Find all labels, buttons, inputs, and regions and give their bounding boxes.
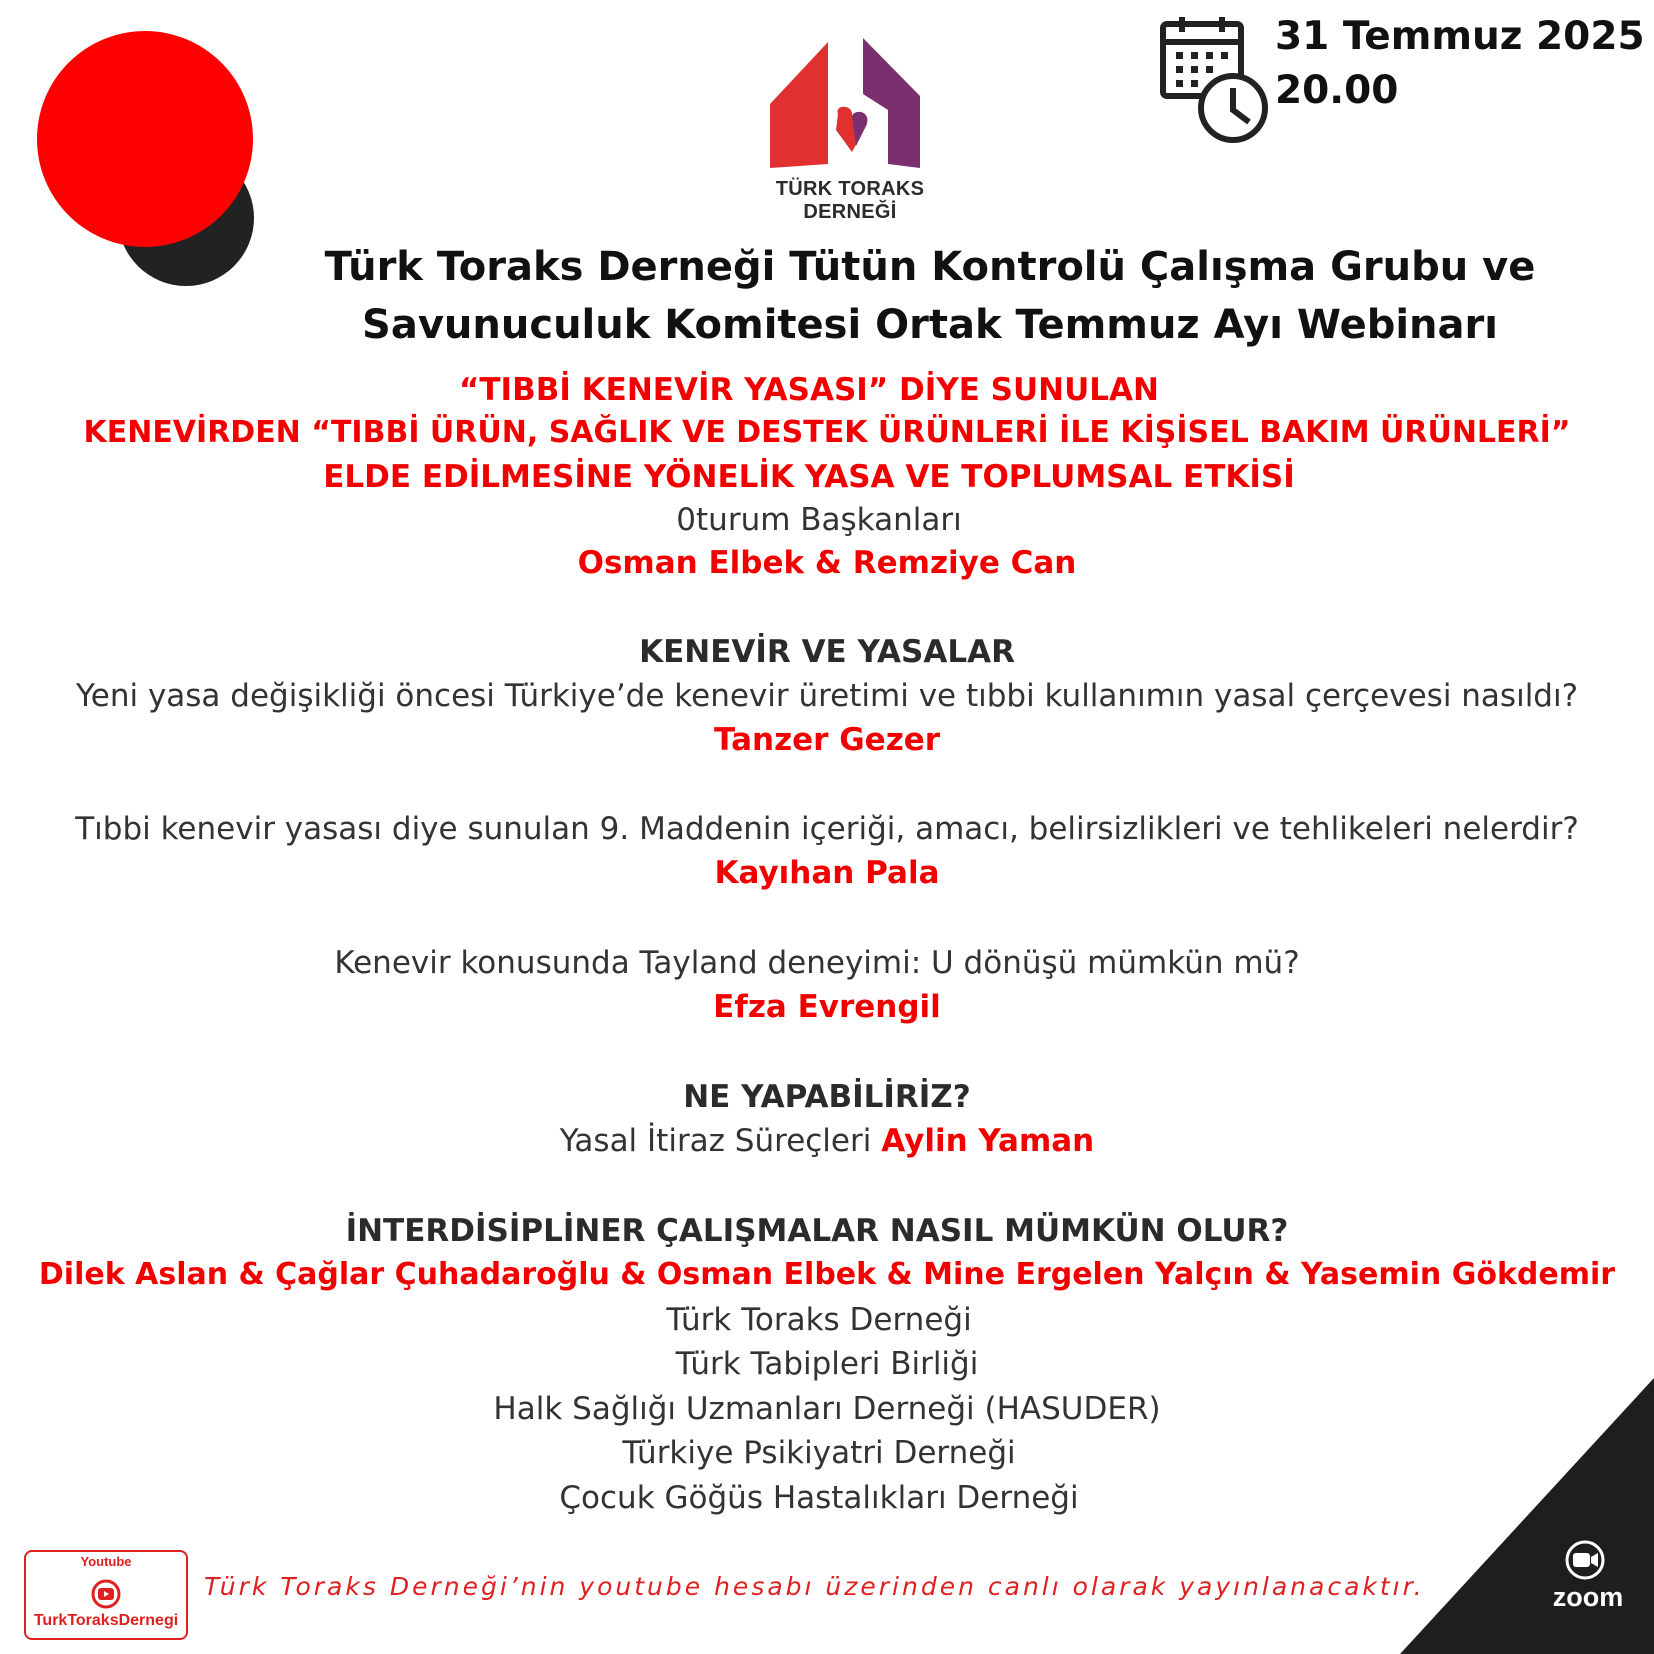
youtube-channel: TurkToraksDernegi xyxy=(33,1612,179,1629)
chairs-names: Osman Elbek & Remziye Can xyxy=(577,545,1077,581)
subtitle-line2: KENEVİRDEN “TIBBİ ÜRÜN, SAĞLIK VE DESTEK ÜRÜNLERİ İLE KİŞİSEL BAKIM ÜRÜNLERİ” xyxy=(83,415,1571,450)
org-item: Türkiye Psikiyatri Derneği xyxy=(622,1435,1016,1471)
section3-heading: İNTERDİSİPLİNER ÇALIŞMALAR NASIL MÜMKÜN OLUR? xyxy=(345,1213,1289,1249)
zoom-label: zoom xyxy=(1552,1582,1624,1612)
chairs-label: 0turum Başkanları xyxy=(676,502,962,538)
talk3-question: Kenevir konusunda Tayland deneyimi: U dönüşü mümkün mü? xyxy=(334,945,1300,981)
clock-icon xyxy=(1195,70,1271,146)
talk1-question: Yeni yasa değişikliği öncesi Türkiye’de kenevir üretimi ve tıbbi kullanımın yasal çerçevesi nasıldı? xyxy=(75,678,1579,714)
section1-heading: KENEVİR VE YASALAR xyxy=(639,634,1015,670)
talk3-speaker: Efza Evrengil xyxy=(713,989,941,1025)
talk2-speaker: Kayıhan Pala xyxy=(714,855,940,891)
section2-topic: Yasal İtiraz Süreçleri xyxy=(559,1123,872,1159)
talk1-speaker: Tanzer Gezer xyxy=(713,722,941,758)
broadcast-note: Türk Toraks Derneği’nin youtube hesabı üzerinden canlı olarak yayınlanacaktır. xyxy=(204,1572,1425,1601)
org-item: Çocuk Göğüs Hastalıkları Derneği xyxy=(559,1480,1079,1516)
org-item: Türk Toraks Derneği xyxy=(666,1302,972,1338)
youtube-icon xyxy=(90,1578,122,1610)
page-title-line1: Türk Toraks Derneği Tütün Kontrolü Çalışma Grubu ve xyxy=(324,244,1536,290)
event-date: 31 Temmuz 2025 xyxy=(1275,14,1645,59)
org-item: Türk Tabipleri Birliği xyxy=(675,1346,979,1382)
section2-speaker: Aylin Yaman xyxy=(881,1123,1095,1159)
youtube-badge[interactable] xyxy=(24,1550,188,1640)
event-time: 20.00 xyxy=(1275,68,1399,113)
zoom-camera-icon xyxy=(1563,1540,1607,1580)
logo-text: TÜRK TORAKS DERNEĞİ xyxy=(775,178,925,223)
section3-speakers: Dilek Aslan & Çağlar Çuhadaroğlu & Osman Elbek & Mine Ergelen Yalçın & Yasemin Gökdemir xyxy=(38,1257,1616,1292)
decor-red-circle xyxy=(37,31,253,247)
section2-heading: NE YAPABİLİRİZ? xyxy=(683,1079,971,1115)
logo-mark xyxy=(760,34,940,174)
logo xyxy=(760,34,940,223)
youtube-label: Youtube xyxy=(80,1554,132,1569)
page-title-line2: Savunuculuk Komitesi Ortak Temmuz Ayı Webinarı xyxy=(362,302,1498,348)
subtitle-line3: ELDE EDİLMESİNE YÖNELİK YASA VE TOPLUMSAL ETKİSİ xyxy=(323,459,1295,495)
subtitle-line1: “TIBBİ KENEVİR YASASI” DİYE SUNULAN xyxy=(459,372,1159,408)
org-item: Halk Sağlığı Uzmanları Derneği (HASUDER) xyxy=(493,1391,1161,1427)
section2-line xyxy=(0,1119,1654,1163)
talk2-question: Tıbbi kenevir yasası diye sunulan 9. Maddenin içeriği, amacı, belirsizlikleri ve tehlikeleri nelerdir? xyxy=(75,811,1579,847)
